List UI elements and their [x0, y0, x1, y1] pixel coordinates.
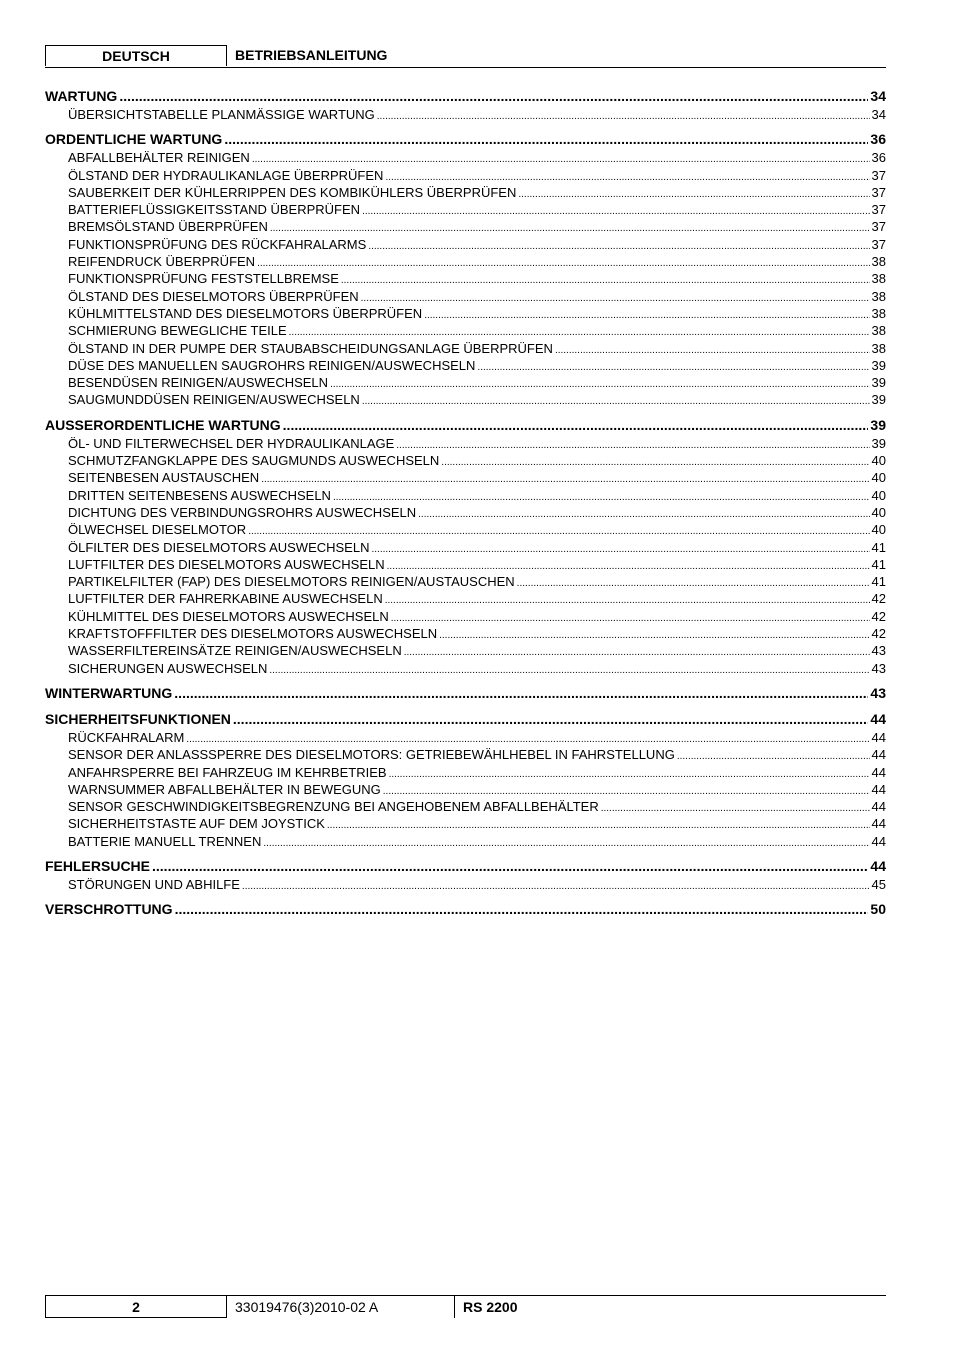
- toc-entry-page: 44: [871, 816, 886, 832]
- toc-entry[interactable]: [45, 660, 886, 677]
- toc-entry[interactable]: [45, 340, 886, 357]
- toc-entry-title: SAUGMUNDDÜSEN REINIGEN/AUSWECHSELN: [68, 392, 360, 408]
- toc-section: [45, 87, 886, 123]
- toc-entry[interactable]: [45, 236, 886, 253]
- toc-chapter[interactable]: [45, 857, 886, 876]
- footer-model: RS 2200: [463, 1299, 518, 1315]
- toc-chapter-page: 44: [870, 710, 886, 727]
- toc-entry-title: RÜCKFAHRALARM: [68, 729, 185, 745]
- toc-entry-page: 44: [871, 833, 886, 849]
- toc-entry[interactable]: [45, 539, 886, 556]
- toc-entry[interactable]: [45, 764, 886, 781]
- toc-entry[interactable]: [45, 288, 886, 305]
- toc-entry[interactable]: [45, 201, 886, 218]
- toc-entry-page: 44: [871, 747, 886, 763]
- toc-entry-title: ÖLFILTER DES DIESELMOTORS AUSWECHSELN: [68, 539, 370, 555]
- toc-entry[interactable]: [45, 184, 886, 201]
- toc-chapter-title: SICHERHEITSFUNKTIONEN: [45, 710, 231, 727]
- toc-chapter-title: VERSCHROTTUNG: [45, 901, 173, 918]
- toc-entry[interactable]: [45, 435, 886, 452]
- footer-page-number: 2: [45, 1296, 227, 1318]
- toc-entry-title: ÖL- UND FILTERWECHSEL DER HYDRAULIKANLAGE: [68, 435, 395, 451]
- toc-entry-page: 40: [871, 470, 886, 486]
- toc-entry-title: DÜSE DES MANUELLEN SAUGROHRS REINIGEN/AUSWECHSELN: [68, 357, 476, 373]
- toc-entry-title: SCHMUTZFANGKLAPPE DES SAUGMUNDS AUSWECHSELN: [68, 453, 440, 469]
- toc-entry-title: SAUBERKEIT DER KÜHLERRIPPEN DES KOMBIKÜHLERS ÜBERPRÜFEN: [68, 184, 517, 200]
- toc-entry-title: FUNKTIONSPRÜFUNG FESTSTELLBREMSE: [68, 271, 339, 287]
- toc-entry-title: WASSERFILTEREINSÄTZE REINIGEN/AUSWECHSELN: [68, 643, 402, 659]
- toc-entry-page: 44: [871, 799, 886, 815]
- toc-entry-title: PARTIKELFILTER (FAP) DES DIESELMOTORS REINIGEN/AUSTAUSCHEN: [68, 574, 515, 590]
- toc-chapter[interactable]: [45, 87, 886, 106]
- toc-entry-page: 42: [871, 626, 886, 642]
- toc-entry[interactable]: [45, 391, 886, 408]
- toc-entry[interactable]: [45, 452, 886, 469]
- dot-leader: [175, 900, 869, 919]
- toc-section: [45, 684, 886, 703]
- toc-entry[interactable]: [45, 573, 886, 590]
- toc-entry[interactable]: [45, 374, 886, 391]
- dot-leader: [174, 684, 868, 703]
- toc-entry[interactable]: [45, 642, 886, 659]
- toc-entry-page: 38: [871, 288, 886, 304]
- toc-entry[interactable]: [45, 357, 886, 374]
- header-language: DEUTSCH: [45, 45, 227, 66]
- toc-entry[interactable]: [45, 270, 886, 287]
- toc-entry-page: 36: [871, 150, 886, 166]
- page-header: [45, 45, 886, 68]
- toc-entry-page: 37: [871, 167, 886, 183]
- toc-entry-title: KRAFTSTOFFFILTER DES DIESELMOTORS AUSWECHSELN: [68, 626, 438, 642]
- toc-entry-page: 39: [871, 392, 886, 408]
- toc-entry-title: LUFTFILTER DER FAHRERKABINE AUSWECHSELN: [68, 591, 383, 607]
- dot-leader: [119, 87, 868, 106]
- toc-entry-title: FUNKTIONSPRÜFUNG DES RÜCKFAHRALARMS: [68, 236, 367, 252]
- toc-section: [45, 857, 886, 893]
- toc-entry[interactable]: [45, 729, 886, 746]
- dot-leader: [362, 391, 870, 410]
- dot-leader: [283, 416, 869, 435]
- toc-section: [45, 130, 886, 408]
- toc-entry-title: ÖLSTAND DES DIESELMOTORS ÜBERPRÜFEN: [68, 288, 359, 304]
- toc-chapter[interactable]: [45, 684, 886, 703]
- toc-entry-title: WARNSUMMER ABFALLBEHÄLTER IN BEWEGUNG: [68, 781, 381, 797]
- toc-entry-title: SENSOR GESCHWINDIGKEITSBEGRENZUNG BEI ANGEHOBENEM ABFALLBEHÄLTER: [68, 799, 599, 815]
- toc-entry[interactable]: [45, 876, 886, 893]
- toc-entry-page: 40: [871, 487, 886, 503]
- toc-entry[interactable]: [45, 608, 886, 625]
- toc-chapter-page: 50: [870, 901, 886, 918]
- toc-entry[interactable]: [45, 798, 886, 815]
- toc-entry[interactable]: [45, 521, 886, 538]
- toc-entry-page: 40: [871, 504, 886, 520]
- toc-entry-title: ÖLSTAND IN DER PUMPE DER STAUBABSCHEIDUNGSANLAGE ÜBERPRÜFEN: [68, 340, 553, 356]
- footer-document-code: 33019476(3)2010-02 A: [227, 1296, 455, 1318]
- toc-entry-title: SEITENBESEN AUSTAUSCHEN: [68, 470, 260, 486]
- toc-entry[interactable]: [45, 469, 886, 486]
- toc-chapter-title: WINTERWARTUNG: [45, 684, 173, 701]
- toc-chapter-title: FEHLERSUCHE: [45, 857, 151, 874]
- toc-entry-title: ÜBERSICHTSTABELLE PLANMÄSSIGE WARTUNG: [68, 107, 375, 122]
- toc-entry-title: ANFAHRSPERRE BEI FAHRZEUG IM KEHRBETRIEB: [68, 764, 387, 780]
- toc-entry-page: 44: [871, 764, 886, 780]
- toc-entry[interactable]: [45, 556, 886, 573]
- toc-entry[interactable]: [45, 218, 886, 235]
- toc-entry-title: ÖLWECHSEL DIESELMOTOR: [68, 522, 247, 538]
- toc-entry-page: 44: [871, 781, 886, 797]
- dot-leader: [224, 130, 868, 149]
- toc-entry-title: BATTERIEFLÜSSIGKEITSSTAND ÜBERPRÜFEN: [68, 202, 361, 218]
- toc-entry-page: 41: [871, 574, 886, 590]
- toc-entry-page: 34: [871, 107, 886, 122]
- toc-entry-page: 43: [871, 660, 886, 676]
- toc-chapter-page: 39: [870, 416, 886, 433]
- dot-leader: [263, 833, 869, 852]
- toc-section: [45, 416, 886, 677]
- toc-entry-title: KÜHLMITTEL DES DIESELMOTORS AUSWECHSELN: [68, 608, 389, 624]
- toc-entry-page: 41: [871, 539, 886, 555]
- toc-entry-page: 43: [871, 643, 886, 659]
- dot-leader: [377, 106, 870, 125]
- dot-leader: [242, 876, 870, 895]
- toc-entry-title: ABFALLBEHÄLTER REINIGEN: [68, 150, 250, 166]
- toc-chapter-page: 34: [870, 88, 886, 104]
- toc-chapter[interactable]: [45, 416, 886, 435]
- toc-entry-title: SCHMIERUNG BEWEGLICHE TEILE: [68, 323, 287, 339]
- toc-entry[interactable]: [45, 167, 886, 184]
- toc-entry-page: 38: [871, 254, 886, 270]
- toc-entry-page: 42: [871, 591, 886, 607]
- toc-entry-page: 40: [871, 522, 886, 538]
- toc-section: [45, 900, 886, 919]
- dot-leader: [233, 710, 869, 729]
- toc-entry-title: STÖRUNGEN UND ABHILFE: [68, 876, 240, 892]
- toc-entry-page: 42: [871, 608, 886, 624]
- dot-leader: [269, 660, 869, 679]
- toc-entry-title: SICHERUNGEN AUSWECHSELN: [68, 660, 268, 676]
- toc-entry[interactable]: [45, 253, 886, 270]
- toc-chapter-title: AUSSERORDENTLICHE WARTUNG: [45, 416, 281, 433]
- toc-entry-page: 40: [871, 453, 886, 469]
- toc-entry[interactable]: [45, 487, 886, 504]
- toc-chapter-page: 44: [870, 857, 886, 874]
- toc-entry[interactable]: [45, 590, 886, 607]
- toc-entry-title: DICHTUNG DES VERBINDUNGSROHRS AUSWECHSELN: [68, 504, 417, 520]
- toc-entry-title: ÖLSTAND DER HYDRAULIKANLAGE ÜBERPRÜFEN: [68, 167, 384, 183]
- toc-entry-page: 39: [871, 435, 886, 451]
- toc-entry[interactable]: [45, 625, 886, 642]
- toc-entry-page: 37: [871, 184, 886, 200]
- toc-entry[interactable]: [45, 106, 886, 123]
- toc-entry-title: BESENDÜSEN REINIGEN/AUSWECHSELN: [68, 375, 329, 391]
- toc-entry-page: 39: [871, 375, 886, 391]
- toc-entry-page: 38: [871, 271, 886, 287]
- toc-chapter-title: WARTUNG: [45, 88, 118, 104]
- toc-entry-title: SENSOR DER ANLASSSPERRE DES DIESELMOTORS: GETRIEBEWÄHLHEBEL IN FAHRSTELLUNG: [68, 747, 675, 763]
- toc-chapter-page: 36: [870, 131, 886, 148]
- toc-entry-page: 39: [871, 357, 886, 373]
- toc-chapter[interactable]: [45, 710, 886, 729]
- toc-entry-title: DRITTEN SEITENBESENS AUSWECHSELN: [68, 487, 331, 503]
- header-title: BETRIEBSANLEITUNG: [235, 47, 388, 63]
- toc-entry[interactable]: [45, 815, 886, 832]
- toc-entry-title: LUFTFILTER DES DIESELMOTORS AUSWECHSELN: [68, 556, 385, 572]
- toc-entry[interactable]: [45, 305, 886, 322]
- toc-entry[interactable]: [45, 504, 886, 521]
- toc-chapter-page: 43: [870, 684, 886, 701]
- toc-entry-title: KÜHLMITTELSTAND DES DIESELMOTORS ÜBERPRÜFEN: [68, 305, 423, 321]
- toc-entry-page: 38: [871, 323, 886, 339]
- toc-entry-page: 37: [871, 202, 886, 218]
- toc-chapter[interactable]: [45, 900, 886, 919]
- toc-entry[interactable]: [45, 149, 886, 166]
- toc-entry-title: SICHERHEITSTASTE AUF DEM JOYSTICK: [68, 816, 325, 832]
- dot-leader: [152, 857, 868, 876]
- toc-entry-page: 37: [871, 219, 886, 235]
- toc-entry[interactable]: [45, 322, 886, 339]
- toc-entry-title: BREMSÖLSTAND ÜBERPRÜFEN: [68, 219, 268, 235]
- toc-entry-page: 41: [871, 556, 886, 572]
- toc-entry-page: 44: [871, 729, 886, 745]
- toc-entry-page: 38: [871, 340, 886, 356]
- toc-chapter[interactable]: [45, 130, 886, 149]
- table-of-contents: [45, 87, 886, 926]
- toc-entry[interactable]: [45, 833, 886, 850]
- toc-section: [45, 710, 886, 850]
- toc-entry-title: REIFENDRUCK ÜBERPRÜFEN: [68, 254, 256, 270]
- toc-entry-title: BATTERIE MANUELL TRENNEN: [68, 833, 262, 849]
- toc-chapter-title: ORDENTLICHE WARTUNG: [45, 131, 223, 148]
- toc-entry[interactable]: [45, 746, 886, 763]
- page-footer: [45, 1295, 886, 1319]
- toc-entry[interactable]: [45, 781, 886, 798]
- toc-entry-page: 37: [871, 236, 886, 252]
- toc-entry-page: 38: [871, 305, 886, 321]
- toc-entry-page: 45: [871, 876, 886, 892]
